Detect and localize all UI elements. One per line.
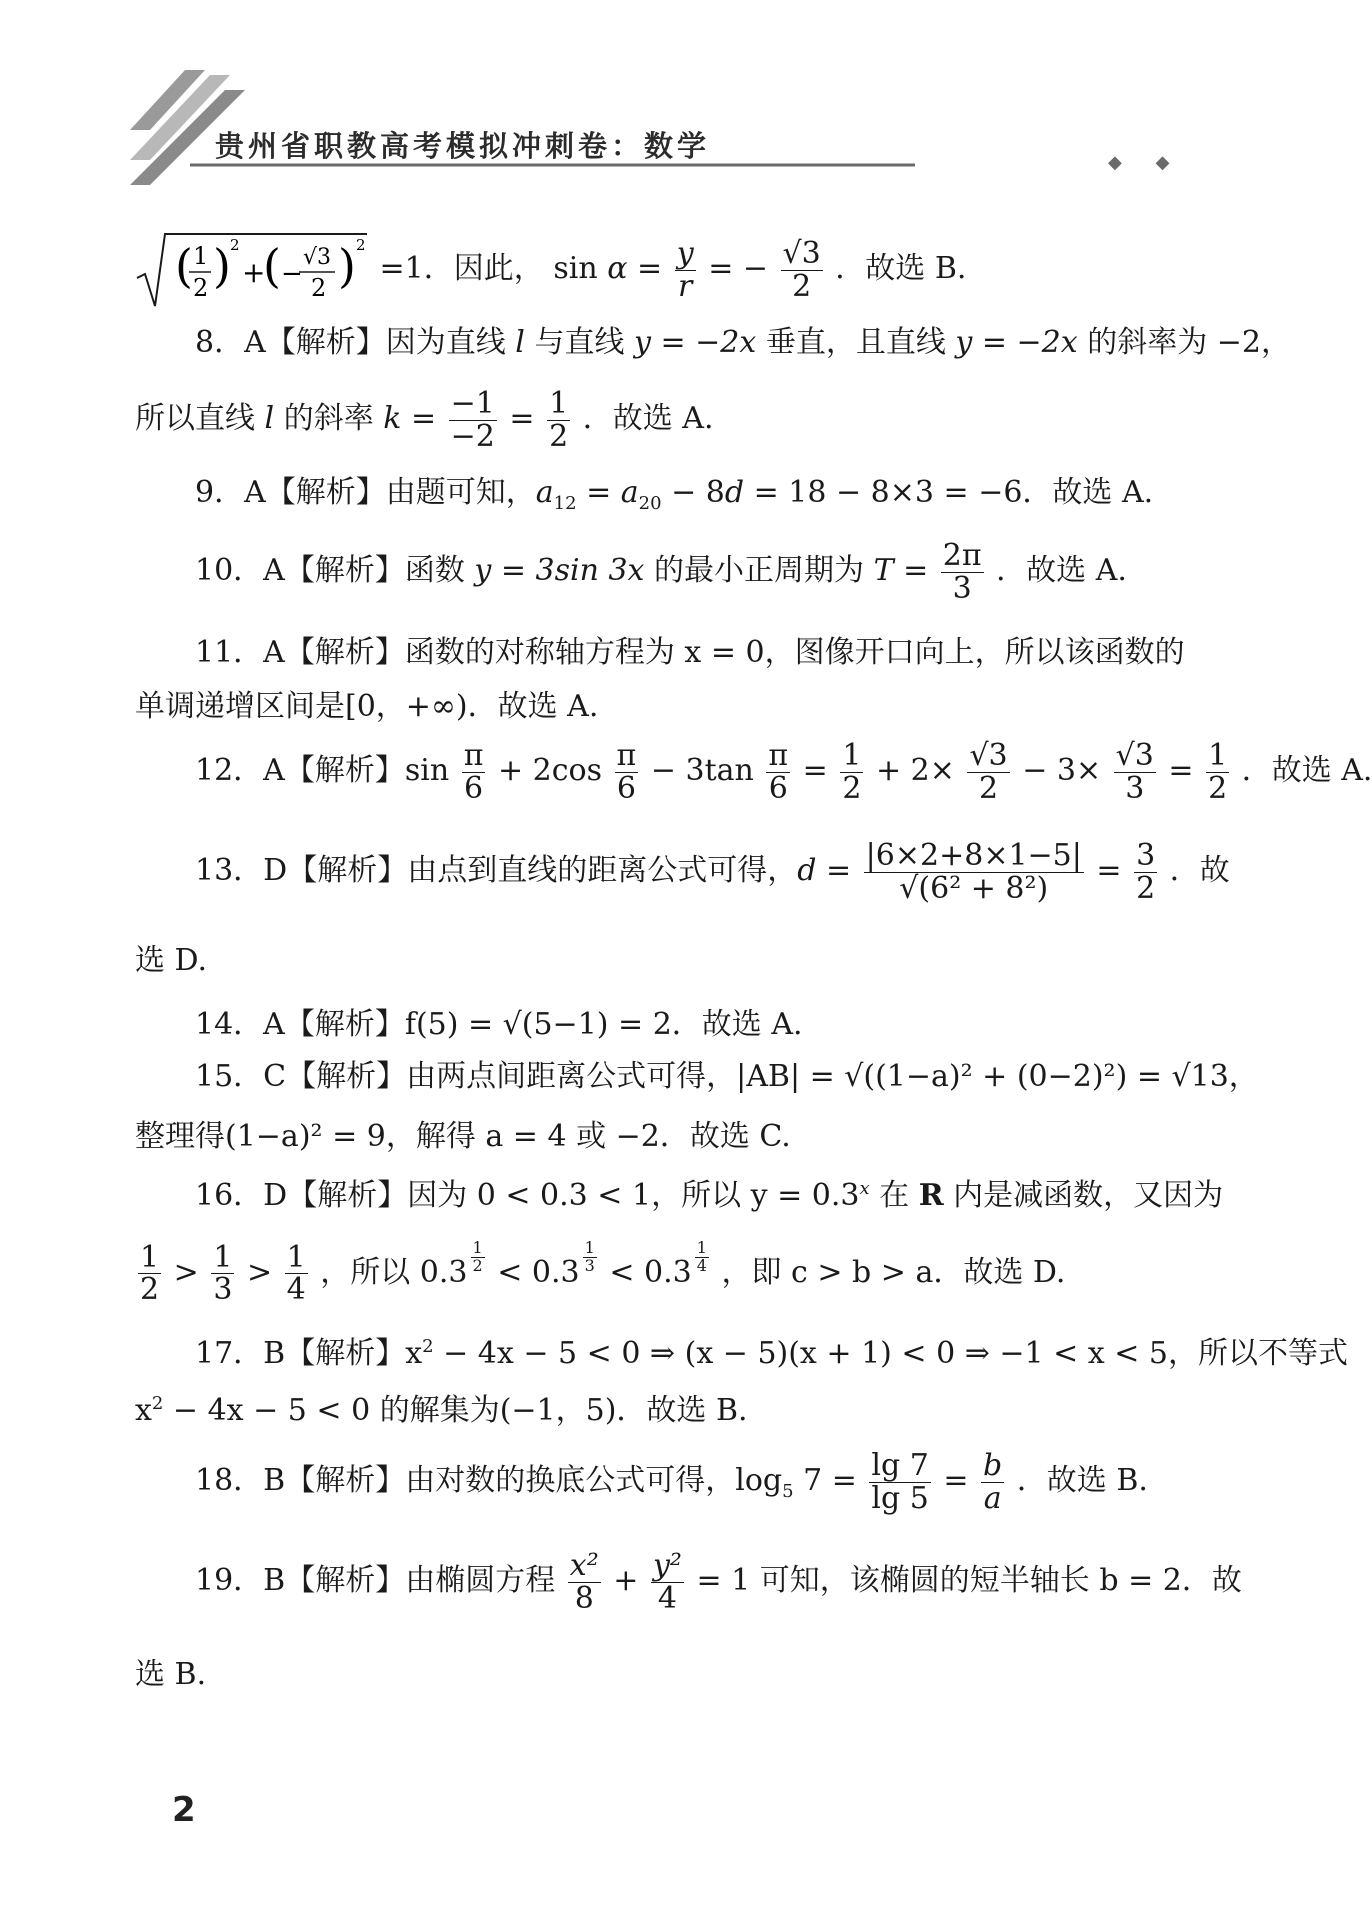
- line-q8: 8．A【解析】因为直线 l 与直线 y = −2x 垂直，且直线 y = −2x 的斜率为 −2，: [195, 325, 1291, 360]
- line-q11: 11．A【解析】函数的对称轴方程为 x = 0，图像开口向上，所以该函数的: [195, 635, 1185, 670]
- line-q17-b: $x^2 - 4x - 5 < 0$ 的解集为(−1，5)．故选 B.: [135, 1393, 748, 1428]
- line-q12: 12．A【解析】sin $\frac{\pi}{6}$ + 2cos $\frac{\pi}{6}$ − 3tan $\frac{\pi}{6}$ = $\frac{1}{2}$ + 2× $\frac{√3}{2}$ − 3× $\frac{√3}{3}$ = $\frac{1}{2}$ ．故选 A.: [195, 738, 1372, 806]
- line-q19-b: 选 B.: [135, 1657, 207, 1692]
- line-q13: 13．D【解析】由点到直线的距离公式可得，d = $\frac{|6\times 2+8\times 1-5|}{\text{√(6² + 8²)}}$ = $\frac{3}{2}$ ．故: [195, 838, 1230, 906]
- line-q9: 9．A【解析】由题可知，$a_{12} = a_{20} - 8d = 18 - 8\times 3 = -6$．故选 A.: [195, 475, 1154, 514]
- page-number: 2: [172, 1790, 196, 1830]
- line-q16-b: $\frac{1}{2}$ > $\frac{1}{3}$ > $\frac{1}{4}$ ，所以 0.3 $\frac{1}{2}$ < 0.3 $\frac{1}{3}$ < 0.3 $\frac{1}{4}$ ，即 c > b > a．故选 D.: [140, 1238, 1066, 1308]
- line-q13-b: 选 D.: [135, 943, 208, 978]
- line-q15: 15．C【解析】由两点间距离公式可得，|AB| = √((1−a)² + (0−2)²) = √13，: [195, 1059, 1259, 1094]
- line-q8-b: 所以直线 l 的斜率 k = $\frac{-1}{-2}$ = $\frac{1}{2}$ ．故选 A.: [135, 386, 714, 454]
- line-q18: 18．B【解析】由对数的换底公式可得，$\log_5 7$ = $\frac{\lg 7}{\lg 5}$ = $\frac{b}{a}$ ．故选 B.: [195, 1448, 1148, 1516]
- line-q10: 10．A【解析】函数 y = 3sin 3x 的最小正周期为 T = $\frac{2\pi}{3}$ ．故选 A.: [195, 538, 1127, 606]
- svg-text:2: 2: [311, 274, 327, 302]
- page-header: [130, 60, 920, 190]
- line-q16: 16．D【解析】因为 0 < 0.3 < 1，所以 $y = 0.3^x$ 在 R 内是减函数，又因为: [195, 1178, 1224, 1213]
- svg-text:(: (: [263, 239, 281, 293]
- svg-text:): ): [213, 239, 231, 293]
- line-q17: 17．B【解析】$x^2 - 4x - 5 < 0$ ⇒ (x − 5)(x + 1) < 0 ⇒ −1 < x < 5，所以不等式: [195, 1336, 1349, 1371]
- header-title: 贵州省职教高考模拟冲刺卷：数学: [215, 129, 711, 163]
- svg-text:√3: √3: [303, 245, 332, 270]
- line-q7-cont: ( 1 2 ) 2 + ( − √3 2 ) 2 =1．因此， sin α = $\frac{y}{r}$ = − $\frac{√3}{2}$ ．故选 B.: [135, 230, 966, 310]
- svg-text:2: 2: [356, 236, 366, 254]
- line-q11-b: 单调递增区间是[0，+∞)．故选 A.: [135, 689, 599, 724]
- header-decoration: ◆ ◆: [1108, 152, 1184, 173]
- big-sqrt-expression: [135, 230, 370, 310]
- svg-text:+: +: [242, 256, 266, 289]
- svg-text:2: 2: [193, 274, 209, 302]
- svg-text:−: −: [281, 259, 303, 289]
- line-q14: 14．A【解析】f(5) = √(5−1) = 2．故选 A.: [195, 1007, 803, 1042]
- svg-text:2: 2: [230, 236, 240, 254]
- svg-text:(: (: [175, 239, 193, 293]
- line-q15-b: 整理得(1−a)² = 9，解得 a = 4 或 −2．故选 C.: [135, 1119, 791, 1154]
- svg-text:): ): [338, 239, 356, 293]
- svg-text:1: 1: [193, 242, 209, 270]
- line-q19: 19．B【解析】由椭圆方程 $\frac{\text{x²}}{8}$ + $\frac{\text{y²}}{4}$ = 1 可知，该椭圆的短半轴长 b = 2．故: [195, 1548, 1242, 1616]
